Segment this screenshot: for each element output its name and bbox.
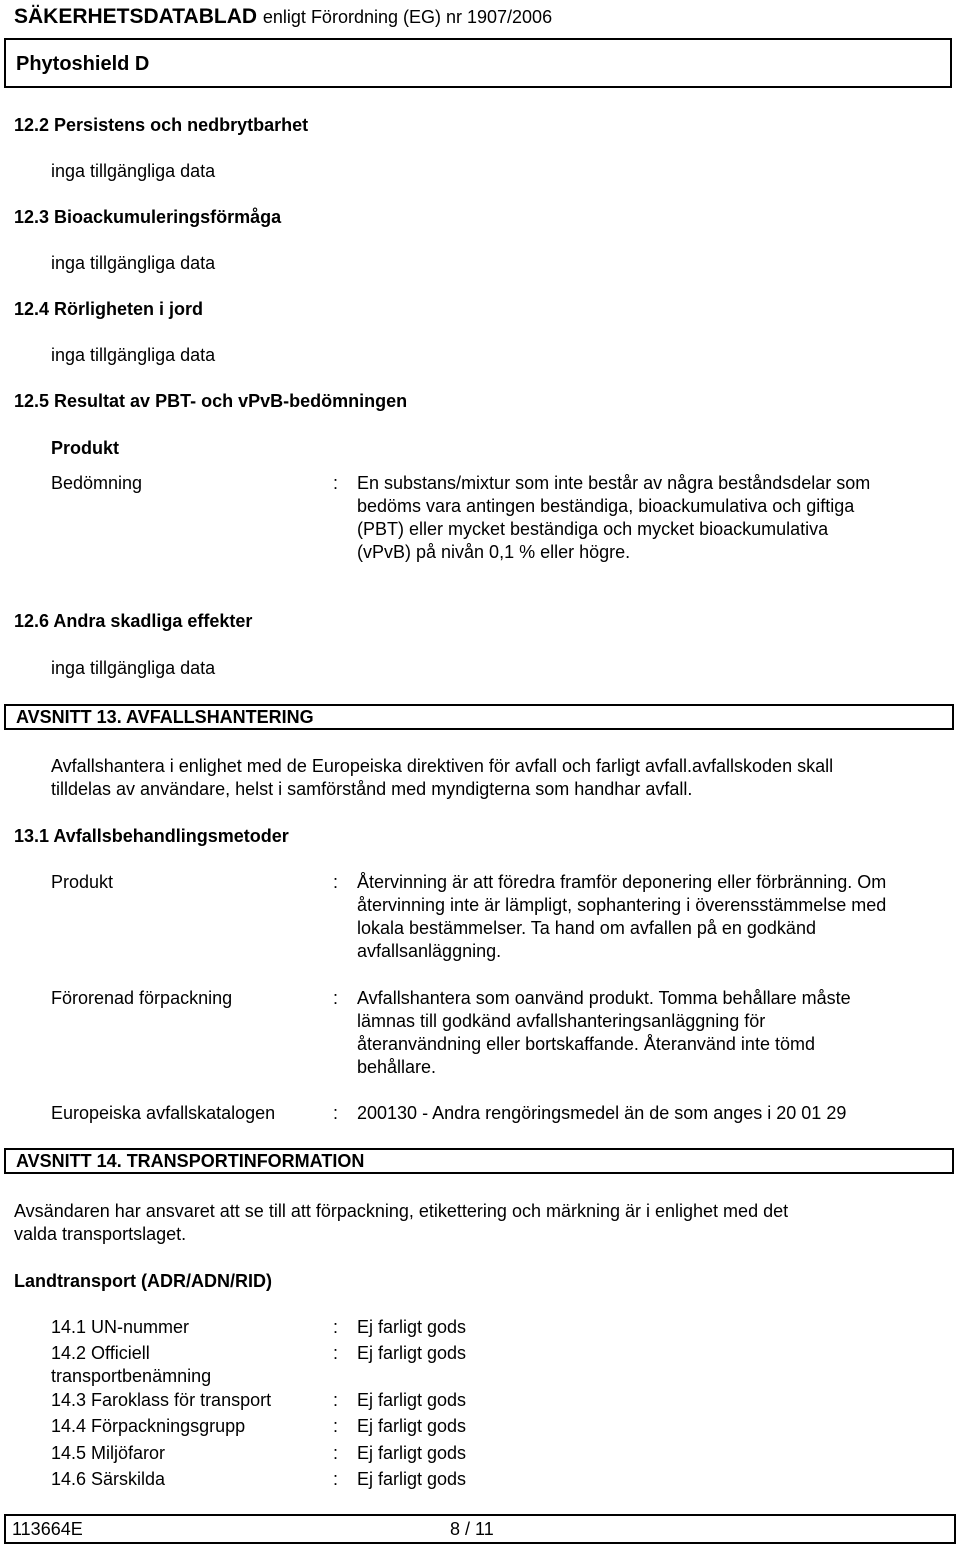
document-title — [14, 4, 552, 30]
assessment-label: Bedömning — [51, 473, 143, 493]
heading-13-1: 13.1 Avfallsbehandlingsmetoder — [14, 826, 289, 846]
transport-colon: : — [333, 1343, 339, 1363]
assessment-colon: : — [333, 473, 339, 493]
disposal-line: lämnas till godkänd avfallshanteringsanläggning för — [357, 1011, 766, 1031]
section-13-box — [4, 704, 954, 730]
product-subheading: Produkt — [51, 438, 120, 458]
document-code: 113664E — [12, 1519, 83, 1539]
section-14-intro — [14, 1200, 788, 1246]
assessment-line: En substans/mixtur som inte består av några beståndsdelar som — [357, 473, 871, 493]
heading-12-2: 12.2 Persistens och nedbrytbarhet — [14, 115, 309, 135]
transport-label-line: 14.2 Officiell — [51, 1343, 150, 1363]
product-name-box — [4, 38, 952, 88]
disposal-label-catalog: Europeiska avfallskatalogen — [51, 1103, 276, 1123]
section-14-box — [4, 1148, 954, 1174]
transport-colon: : — [333, 1443, 339, 1463]
disposal-line: Avfallshantera som oanvänd produkt. Tomma behållare måste — [357, 988, 851, 1008]
disposal-value-catalog: 200130 - Andra rengöringsmedel än de som anges i 20 01 29 — [357, 1103, 847, 1123]
intro-line: valda transportslaget. — [14, 1224, 187, 1244]
disposal-line: avfallsanläggning. — [357, 941, 502, 961]
heading-12-6: 12.6 Andra skadliga effekter — [14, 611, 253, 631]
transport-label: 14.5 Miljöfaror — [51, 1443, 166, 1463]
transport-label — [51, 1342, 211, 1388]
transport-value: Ej farligt gods — [357, 1343, 467, 1363]
section-13-heading: AVSNITT 13. AVFALLSHANTERING — [16, 707, 314, 727]
disposal-colon: : — [333, 872, 339, 892]
intro-line: Avfallshantera i enlighet med de Europeiska direktiven för avfall och farligt avfall.avfallskoden skall — [51, 756, 834, 776]
text-12-2: inga tillgängliga data — [51, 161, 216, 181]
disposal-line: återvinning inte är lämpligt, sophantering i överensstämmelse med — [357, 895, 887, 915]
disposal-colon: : — [333, 1103, 339, 1123]
assessment-value — [357, 472, 870, 564]
assessment-line: (PBT) eller mycket beständiga och mycket bioackumulativa — [357, 519, 829, 539]
transport-value: Ej farligt gods — [357, 1390, 467, 1410]
assessment-line: bedöms vara antingen beständiga, bioackumulativa och giftiga — [357, 496, 855, 516]
document-title-main: SÄKERHETSDATABLAD — [14, 5, 258, 28]
text-12-3: inga tillgängliga data — [51, 253, 216, 273]
transport-value: Ej farligt gods — [357, 1317, 467, 1337]
disposal-label-packaging: Förorenad förpackning — [51, 988, 233, 1008]
text-12-6: inga tillgängliga data — [51, 658, 216, 678]
disposal-line: återanvändning eller bortskaffande. Återanvänd inte tömd — [357, 1034, 815, 1054]
page-number: 8 / 11 — [450, 1519, 494, 1539]
page-footer — [4, 1514, 956, 1544]
heading-12-5: 12.5 Resultat av PBT- och vPvB-bedömningen — [14, 391, 408, 411]
disposal-colon: : — [333, 988, 339, 1008]
text-12-4: inga tillgängliga data — [51, 345, 216, 365]
disposal-line: behållare. — [357, 1057, 437, 1077]
transport-label-line: transportbenämning — [51, 1366, 212, 1386]
intro-line: tilldelas av användare, helst i samförstånd med myndigterna som handhar avfall. — [51, 779, 693, 799]
transport-colon: : — [333, 1317, 339, 1337]
transport-value: Ej farligt gods — [357, 1443, 467, 1463]
intro-line: Avsändaren har ansvaret att se till att förpackning, etikettering och märkning är i enlighet med det — [14, 1201, 789, 1221]
heading-12-3: 12.3 Bioackumuleringsförmåga — [14, 207, 282, 227]
disposal-line: Återvinning är att föredra framför deponering eller förbränning. Om — [357, 872, 887, 892]
land-transport-heading: Landtransport (ADR/ADN/RID) — [14, 1271, 272, 1291]
disposal-value-product — [357, 871, 886, 963]
transport-label: 14.4 Förpackningsgrupp — [51, 1416, 246, 1436]
transport-label: 14.6 Särskilda — [51, 1469, 166, 1489]
transport-value: Ej farligt gods — [357, 1416, 467, 1436]
assessment-line: (vPvB) på nivån 0,1 % eller högre. — [357, 542, 631, 562]
transport-label: 14.3 Faroklass för transport — [51, 1390, 272, 1410]
disposal-value-packaging — [357, 987, 851, 1079]
transport-label: 14.1 UN-nummer — [51, 1317, 190, 1337]
transport-colon: : — [333, 1469, 339, 1489]
transport-colon: : — [333, 1416, 339, 1436]
product-name: Phytoshield D — [16, 53, 150, 75]
section-13-intro — [51, 755, 833, 801]
transport-value: Ej farligt gods — [357, 1469, 467, 1489]
disposal-line: lokala bestämmelser. Ta hand om avfallen på en godkänd — [357, 918, 816, 938]
transport-colon: : — [333, 1390, 339, 1410]
heading-12-4: 12.4 Rörligheten i jord — [14, 299, 204, 319]
section-14-heading: AVSNITT 14. TRANSPORTINFORMATION — [16, 1151, 365, 1171]
disposal-label-product: Produkt — [51, 872, 114, 892]
document-title-sub: enligt Förordning (EG) nr 1907/2006 — [262, 7, 553, 27]
